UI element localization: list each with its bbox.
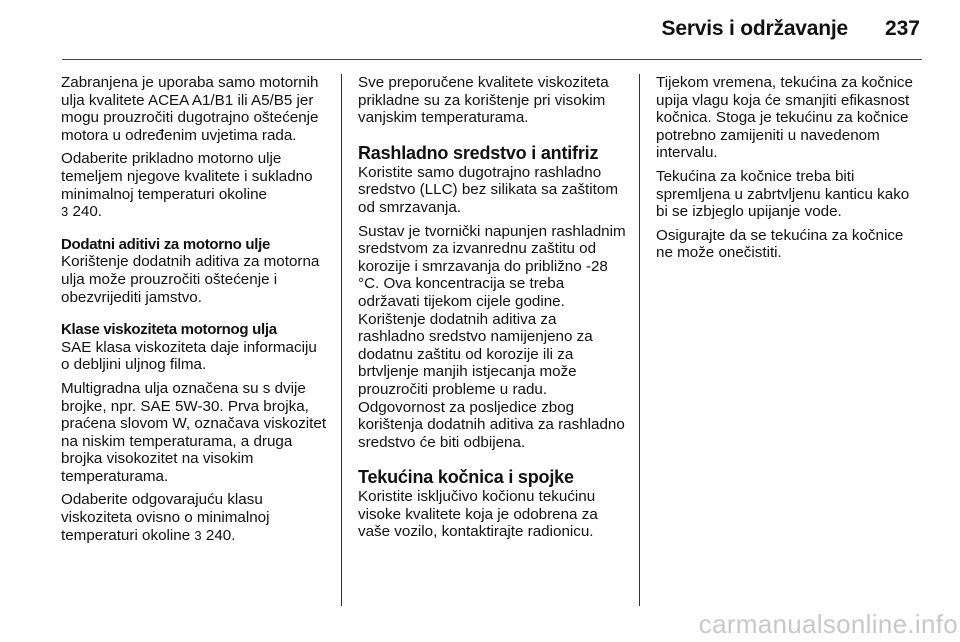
- coolant-system-paragraph: Sustav je tvornički napunjen rashladnim sredstvom za izvanrednu zaštitu od korozije i smrzavanja do približno -28 °C. Ova koncentracija se treba održavati tijekom cijele godine. Korištenje dodatnih aditiva za rashladno sredstvo namijenjeno za dodatnu zaštitu od korozije ili za brtvljenje manjih istjecanja može prouzročiti probleme u radu. Odgovornost za posljedice zbog korištenja dodatnih aditiva za rashladno sredstvo će biti odbijena.: [358, 222, 626, 451]
- viscosity-selection-paragraph: [61, 491, 329, 544]
- column-right: [656, 74, 924, 268]
- page-number: 237: [884, 17, 920, 40]
- brake-fluid-paragraph: Koristite isključivo kočionu tekućinu visoke kvalitete koja je odobrena za vaše vozilo, kontaktirajte radionicu.: [358, 488, 598, 541]
- oil-selection-paragraph: [61, 150, 329, 220]
- viscosity-heading: Klase viskoziteta motornog ulja: [61, 321, 277, 339]
- column-divider: [639, 74, 640, 606]
- multigrade-paragraph: Multigradna ulja označena su s dvije brojke, npr. SAE 5W-30. Prva brojka, praćena slovom W, označava viskozitet na niskim temperaturama, a druga brojka visokozitet na visokim temperaturama.: [61, 379, 327, 485]
- column-middle: [358, 74, 626, 547]
- watermark: carmanualsonline.info: [698, 609, 958, 639]
- brake-storage-paragraph: Tekućina za kočnice treba biti spremljena u zabrtvljenu kanticu kako bi se izbjeglo upijanje vode.: [656, 167, 910, 221]
- viscosity-selection-text: Odaberite odgovarajuću klasu viskoziteta ovisno o minimalnoj temperaturi okoline: [61, 491, 270, 544]
- section-title: Servis i održavanje: [661, 17, 848, 40]
- column-divider: [341, 74, 342, 606]
- page-header: [0, 0, 960, 60]
- oil-selection-text: Odaberite prikladno motorno ulje temeljem njegove kvalitete i sukladno minimalnoj temperaturi okoline: [61, 150, 313, 203]
- additives-paragraph: Korištenje dodatnih aditiva za motorna ulja može prouzročiti oštećenje i obezvrijediti jamstvo.: [61, 253, 320, 306]
- header-rule: [62, 59, 922, 60]
- brake-contamination-paragraph: Osigurajte da se tekućina za kočnice ne može onečistiti.: [656, 226, 904, 262]
- column-left: [61, 74, 329, 550]
- sae-paragraph: SAE klasa viskoziteta daje informaciju o debljini uljnog filma.: [61, 338, 317, 374]
- viscosity-intro-paragraph: Sve preporučene kvalitete viskoziteta prikladne su za korištenje pri visokim vanjskim temperaturama.: [358, 74, 609, 127]
- coolant-type-paragraph: Koristite samo dugotrajno rashladno sredstvo (LLC) bez silikata sa zaštitom od smrzavanja.: [358, 163, 618, 216]
- page-reference-link[interactable]: 240.: [72, 203, 103, 221]
- oil-restriction-paragraph: Zabranjena je uporaba samo motornih ulja kvalitete ACEA A1/B1 ili A5/B5 jer mogu prouzročiti dugotrajno oštećenje motora u određenim uvjetima rada.: [61, 74, 319, 144]
- coolant-heading: Rashladno sredstvo i antifriz: [358, 142, 599, 163]
- page-reference-icon: 3: [61, 204, 69, 220]
- additives-heading: Dodatni aditivi za motorno ulje: [61, 235, 271, 253]
- brake-fluid-heading: Tekućina kočnica i spojke: [358, 467, 574, 488]
- page-reference-icon: 3: [194, 527, 202, 543]
- brake-moisture-paragraph: Tijekom vremena, tekućina za kočnice upija vlagu koja će smanjiti efikasnost kočnica. Stoga je tekućinu za kočnice potrebno zamijeniti u navedenom intervalu.: [656, 74, 913, 162]
- page-reference-link[interactable]: 240.: [205, 526, 236, 544]
